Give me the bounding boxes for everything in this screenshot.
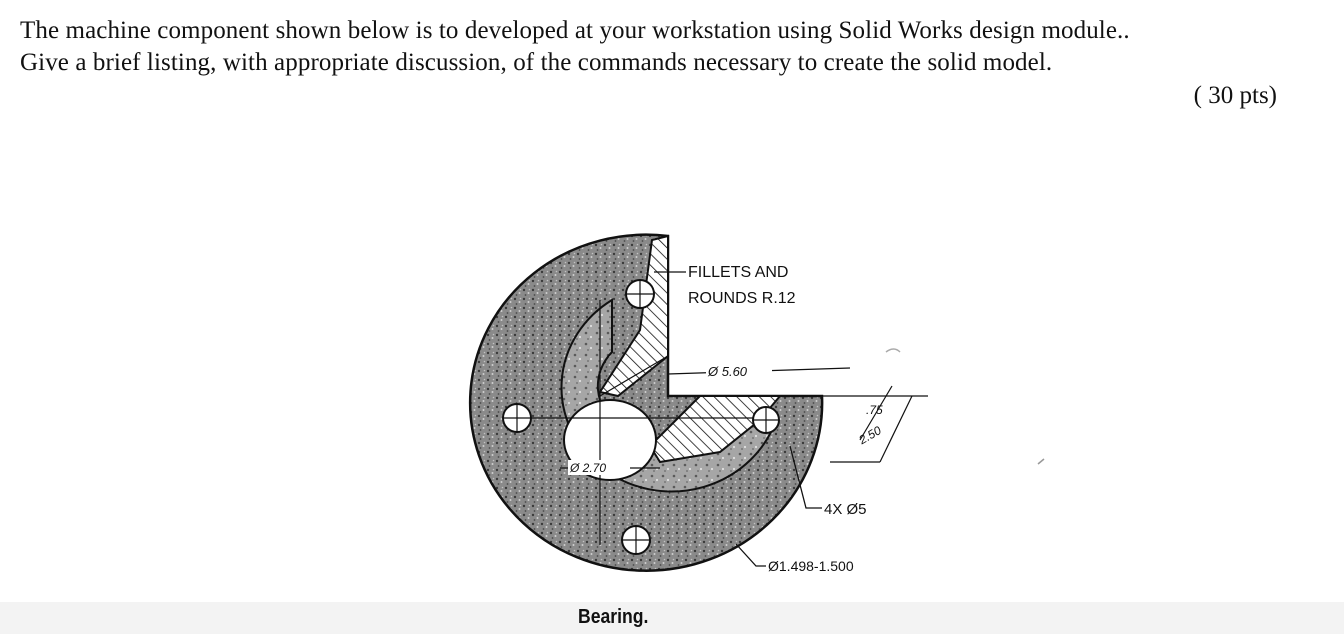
dim-label-75: .75	[866, 403, 883, 417]
dim-line-250	[880, 396, 912, 462]
caption-bar	[0, 602, 1344, 634]
stray-mark	[886, 349, 900, 352]
bolt-hole-right	[753, 407, 779, 433]
bore-diameter-label: Ø1.498-1.500	[768, 558, 854, 574]
holes-label: 4X Ø5	[824, 501, 867, 518]
fillets-label-line-2: ROUNDS R.12	[688, 290, 796, 307]
question-text-line-1: The machine component shown below is to developed at your workstation using Solid Works design module..	[20, 17, 1130, 44]
question-text-line-2: Give a brief listing, with appropriate discussion, of the commands necessary to create the solid model.	[20, 49, 1053, 76]
bolt-hole-left	[503, 404, 531, 432]
stray-mark-2	[1038, 459, 1044, 464]
leader-bore	[736, 544, 766, 566]
figure-caption: Bearing.	[578, 606, 649, 628]
dim-label-outer-diameter: Ø 5.60	[708, 364, 748, 379]
fillets-label-line-1: FILLETS AND	[688, 264, 789, 281]
dim-label-inner-diameter: Ø 2.70	[570, 461, 607, 475]
bolt-hole-bottom	[622, 526, 650, 554]
bolt-hole-top	[626, 280, 654, 308]
points-value: ( 30 pts)	[1193, 82, 1277, 109]
dim-label-250: 2.50	[856, 423, 884, 448]
